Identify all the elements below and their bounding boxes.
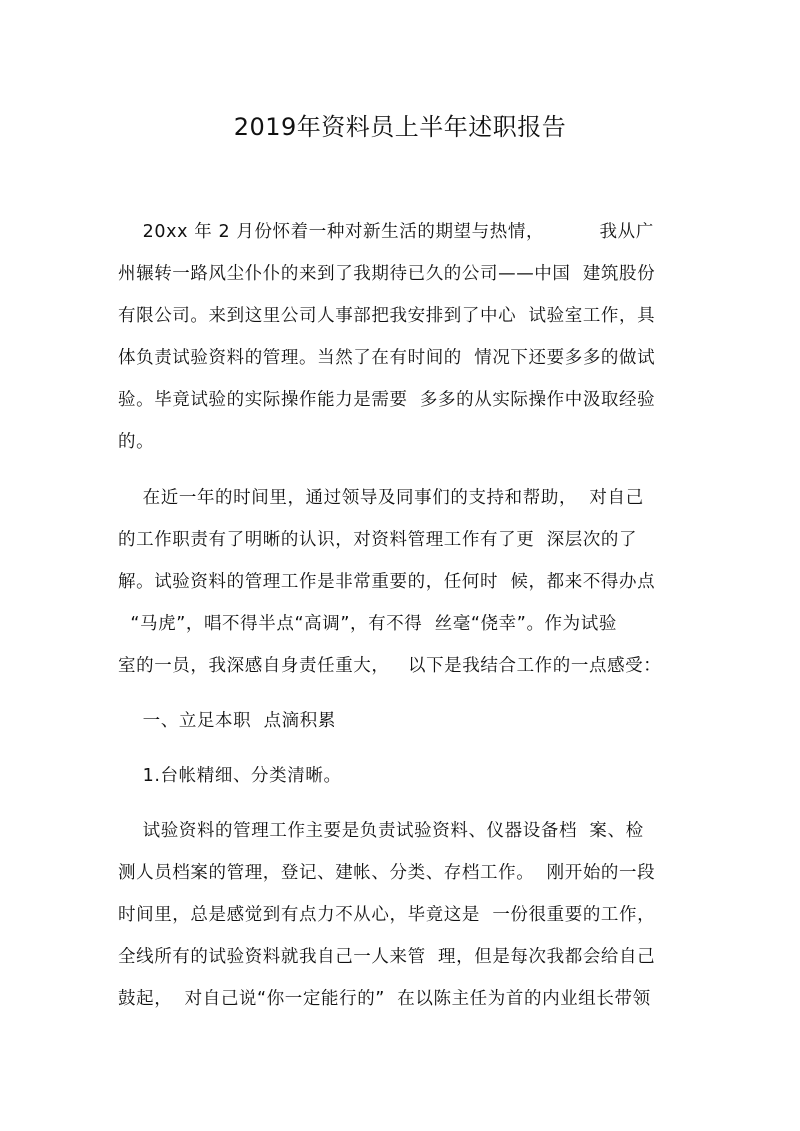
section-heading: 一、立足本职 点滴积累	[118, 711, 336, 731]
body-line: 州辗转一路风尘仆仆的来到了我期待已久的公司——中国 建筑股份	[118, 264, 656, 284]
body-line: 验。毕竟试验的实际操作能力是需要 多多的从实际操作中汲取经验	[118, 390, 656, 410]
body-line: 在近一年的时间里，通过领导及同事们的支持和帮助， 对自己	[118, 488, 644, 508]
body-line: 解。试验资料的管理工作是非常重要的，任何时 候，都来不得办点	[118, 572, 656, 592]
body-line: 有限公司。来到这里公司人事部把我安排到了中心 试验室工作，具	[118, 306, 656, 326]
body-line: 测人员档案的管理，登记、建帐、分类、存档工作。 刚开始的一段	[118, 863, 656, 883]
body-line: “马虎”，唱不得半点“高调”，有不得 丝毫“侥幸”。作为试验	[118, 614, 617, 634]
body-line: 试验资料的管理工作主要是负责试验资料、仪器设备档 案、检	[118, 821, 644, 841]
body-line: 20xx 年 2 月份怀着一种对新生活的期望与热情， 我从广	[118, 222, 654, 242]
body-line: 鼓起， 对自己说“你一定能行的” 在以陈主任为首的内业组长带领	[118, 989, 651, 1009]
body-line: 的工作职责有了明晰的认识，对资料管理工作有了更 深层次的了	[118, 530, 638, 550]
body-line: 全线所有的试验资料就我自己一人来管 理，但是每次我都会给自己	[118, 947, 656, 967]
document-title: 2019年资料员上半年述职报告	[233, 113, 567, 141]
body-line: 室的一员，我深感自身责任重大， 以下是我结合工作的一点感受：	[118, 656, 662, 676]
body-line: 体负责试验资料的管理。当然了在有时间的 情况下还要多多的做试	[118, 348, 656, 368]
body-line: 时间里，总是感觉到有点力不从心，毕竟这是 一份很重要的工作，	[118, 905, 656, 925]
subsection-heading: 1.台帐精细、分类清晰。	[118, 766, 342, 786]
body-line: 的。	[118, 432, 155, 452]
